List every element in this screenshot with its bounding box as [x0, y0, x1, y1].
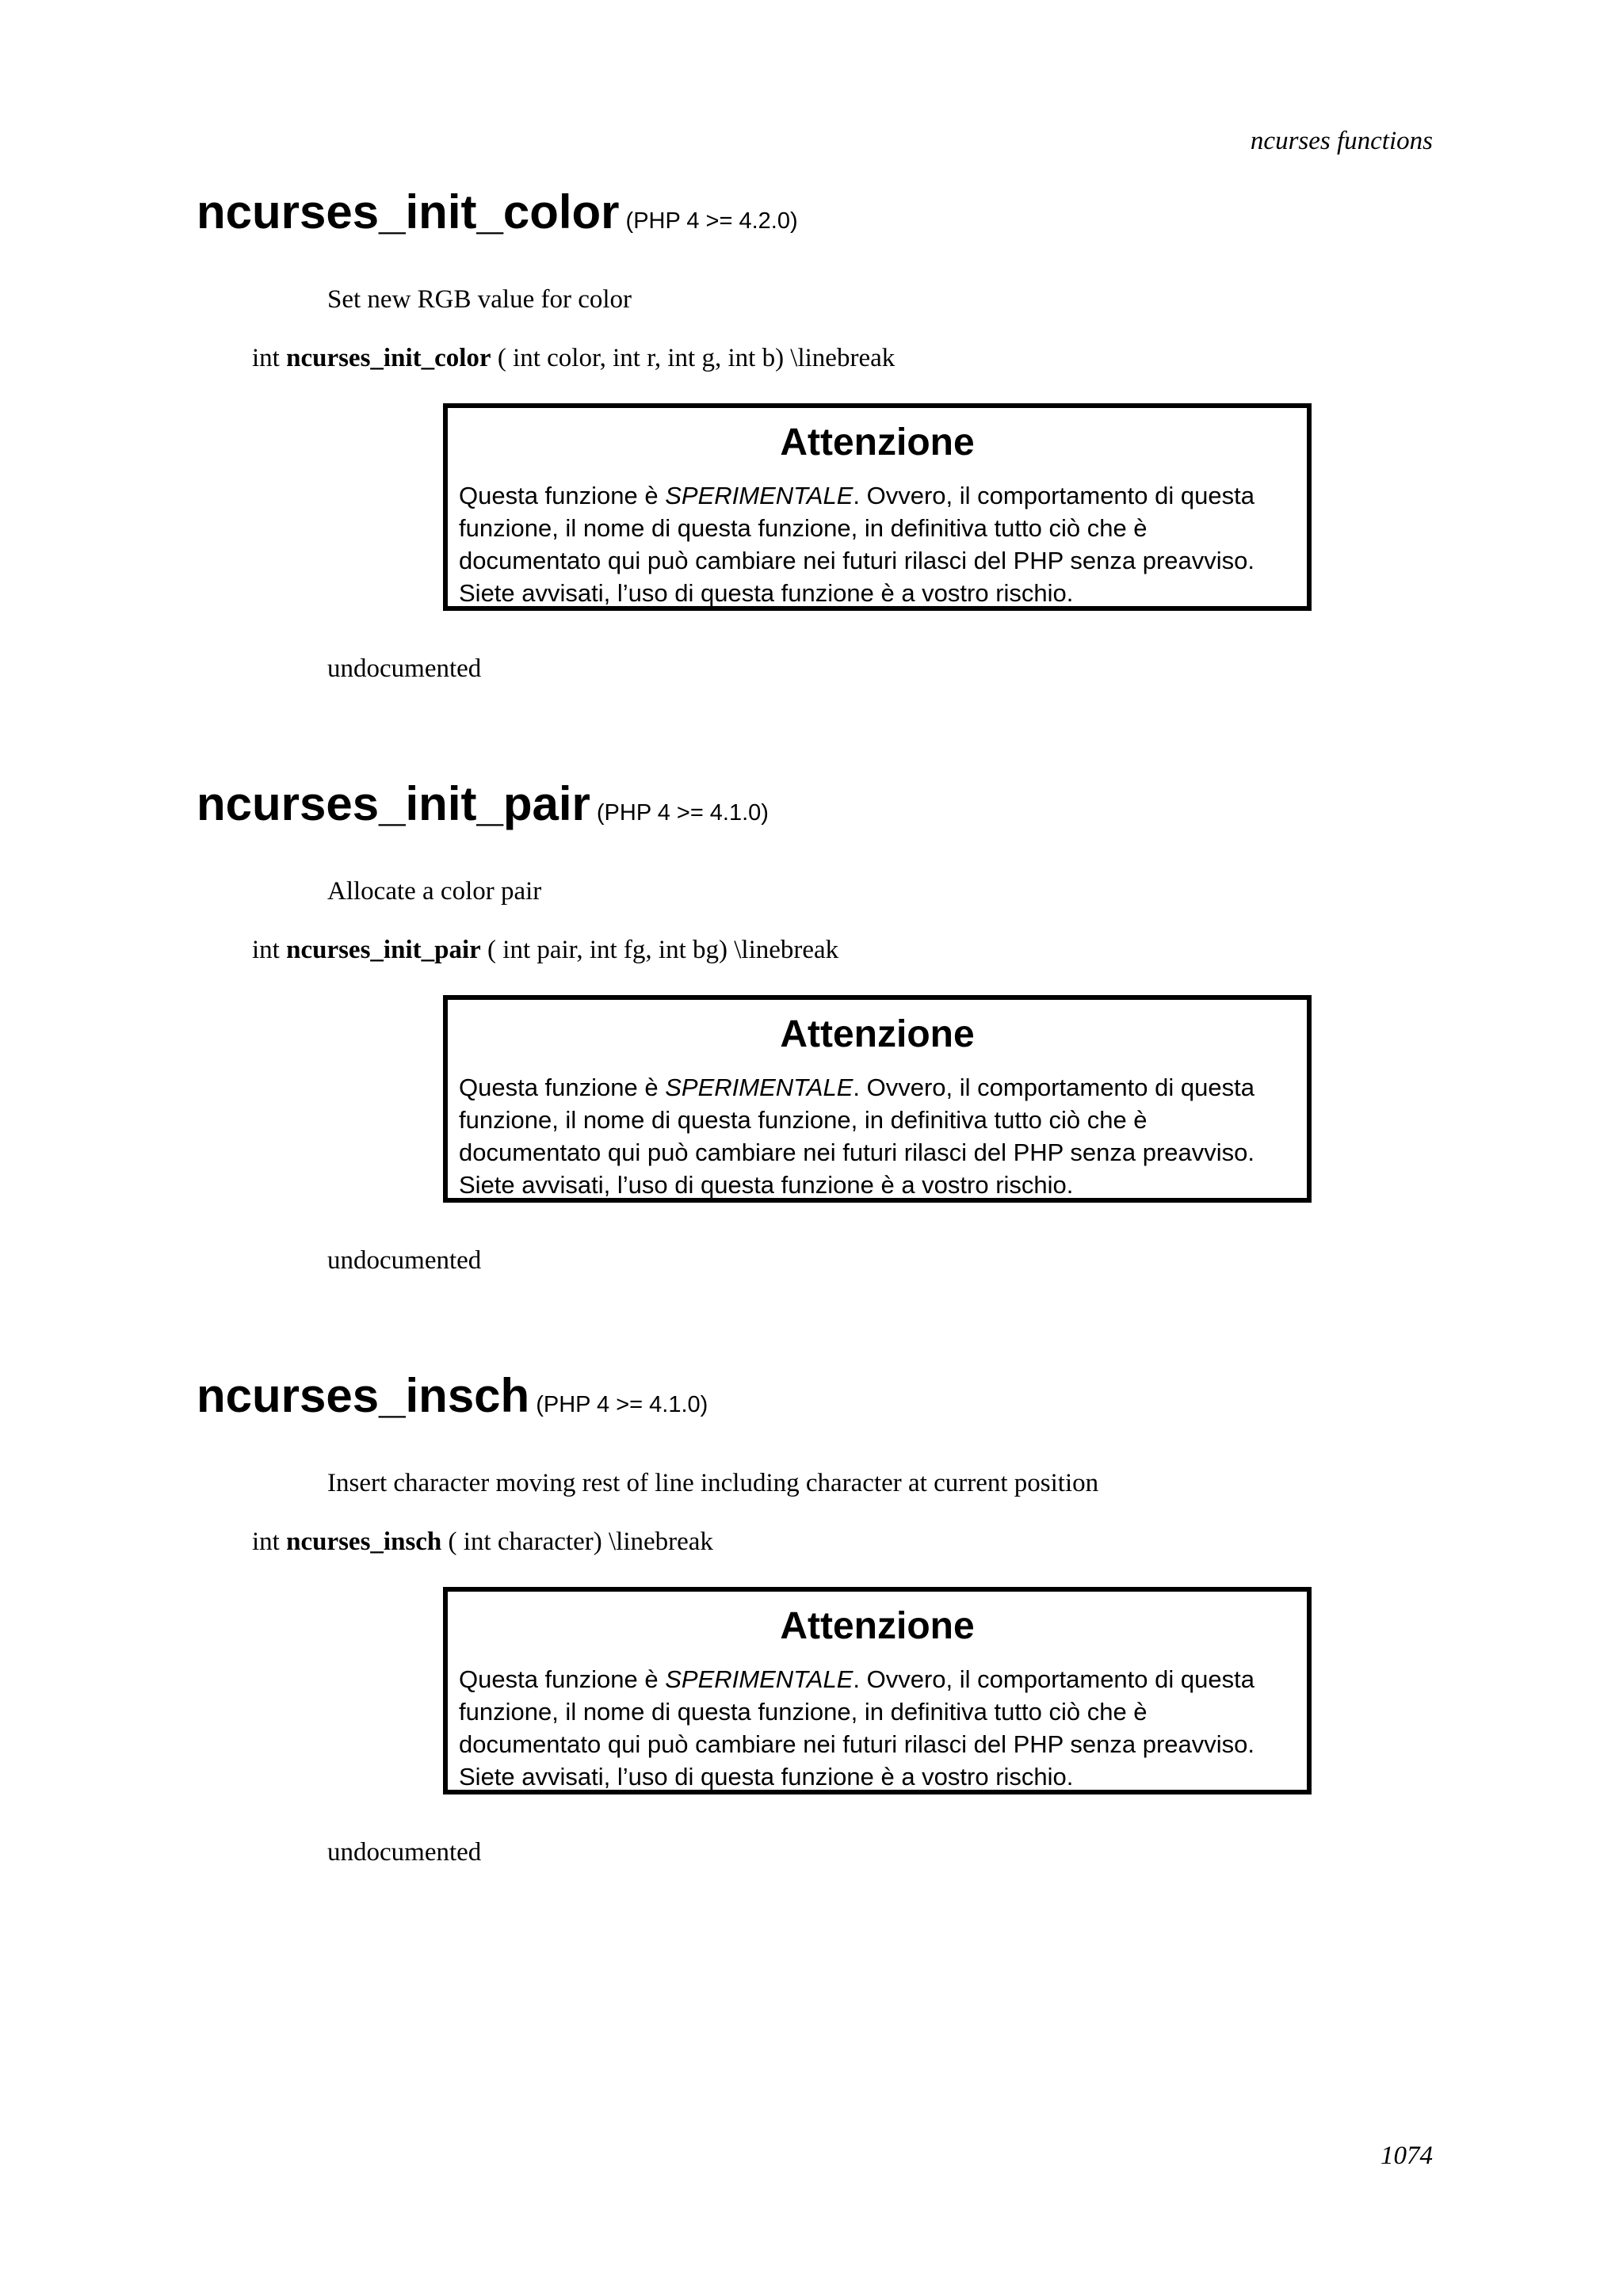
version-info: (PHP 4 >= 4.1.0) — [596, 800, 769, 826]
warning-text — [459, 1071, 1291, 1201]
warning-box — [443, 403, 1312, 611]
function-note: undocumented — [327, 1246, 482, 1275]
return-type: int — [252, 936, 280, 964]
entry-title — [197, 1368, 708, 1423]
warning-text-start: Questa funzione è — [459, 1665, 666, 1693]
page-number: 1074 — [1381, 2142, 1433, 2170]
return-type: int — [252, 1527, 280, 1556]
function-note: undocumented — [327, 1838, 482, 1867]
function-synopsis — [252, 344, 895, 373]
function-purpose: Insert character moving rest of line including character at current position — [327, 1469, 1099, 1497]
warning-title: Attenzione — [780, 1605, 975, 1647]
entry-title — [197, 185, 798, 239]
warning-text-start: Questa funzione è — [459, 482, 666, 509]
synopsis-params: ( int pair, int fg, int bg) \linebreak — [480, 936, 839, 964]
function-note: undocumented — [327, 654, 482, 683]
warning-emphasis: SPERIMENTALE — [665, 1074, 854, 1101]
function-synopsis — [252, 1527, 713, 1557]
warning-box — [443, 995, 1312, 1203]
function-name: ncurses_init_pair — [197, 777, 590, 830]
function-entry — [0, 1368, 1623, 1923]
version-info: (PHP 4 >= 4.1.0) — [536, 1392, 708, 1417]
synopsis-function-name: ncurses_insch — [286, 1527, 442, 1556]
synopsis-params: ( int character) \linebreak — [441, 1527, 713, 1556]
warning-text-rest: . Ovvero, il comportamento di questa funzione, il nome di questa funzione, in definitiva tutto ciò che è documentato qui può cambiare nei futuri rilasci del PHP senza preavviso. Siete avvisati, l’uso di questa funzione è a vostro rischio. — [459, 1074, 1255, 1199]
synopsis-params: ( int color, int r, int g, int b) \linebreak — [491, 344, 896, 372]
warning-text-rest: . Ovvero, il comportamento di questa funzione, il nome di questa funzione, in definitiva tutto ciò che è documentato qui può cambiare nei futuri rilasci del PHP senza preavviso. Siete avvisati, l’uso di questa funzione è a vostro rischio. — [459, 1665, 1255, 1791]
warning-box — [443, 1587, 1312, 1794]
version-info: (PHP 4 >= 4.2.0) — [625, 208, 798, 234]
function-entry — [0, 185, 1623, 739]
warning-text-start: Questa funzione è — [459, 1074, 666, 1101]
warning-text — [459, 479, 1291, 609]
return-type: int — [252, 344, 280, 372]
function-synopsis — [252, 936, 838, 965]
function-purpose: Set new RGB value for color — [327, 285, 632, 314]
synopsis-function-name: ncurses_init_color — [286, 344, 491, 372]
function-name: ncurses_insch — [197, 1369, 530, 1422]
warning-text — [459, 1663, 1291, 1793]
warning-text-rest: . Ovvero, il comportamento di questa funzione, il nome di questa funzione, in definitiva tutto ciò che è documentato qui può cambiare nei futuri rilasci del PHP senza preavviso. Siete avvisati, l’uso di questa funzione è a vostro rischio. — [459, 482, 1255, 607]
warning-emphasis: SPERIMENTALE — [665, 1665, 854, 1693]
function-purpose: Allocate a color pair — [327, 877, 542, 906]
entry-title — [197, 776, 769, 831]
running-header: ncurses functions — [1250, 127, 1433, 155]
synopsis-function-name: ncurses_init_pair — [286, 936, 481, 964]
warning-emphasis: SPERIMENTALE — [665, 482, 854, 509]
function-entry — [0, 776, 1623, 1331]
function-name: ncurses_init_color — [197, 185, 620, 238]
warning-title: Attenzione — [780, 1013, 975, 1055]
warning-title: Attenzione — [780, 421, 975, 463]
